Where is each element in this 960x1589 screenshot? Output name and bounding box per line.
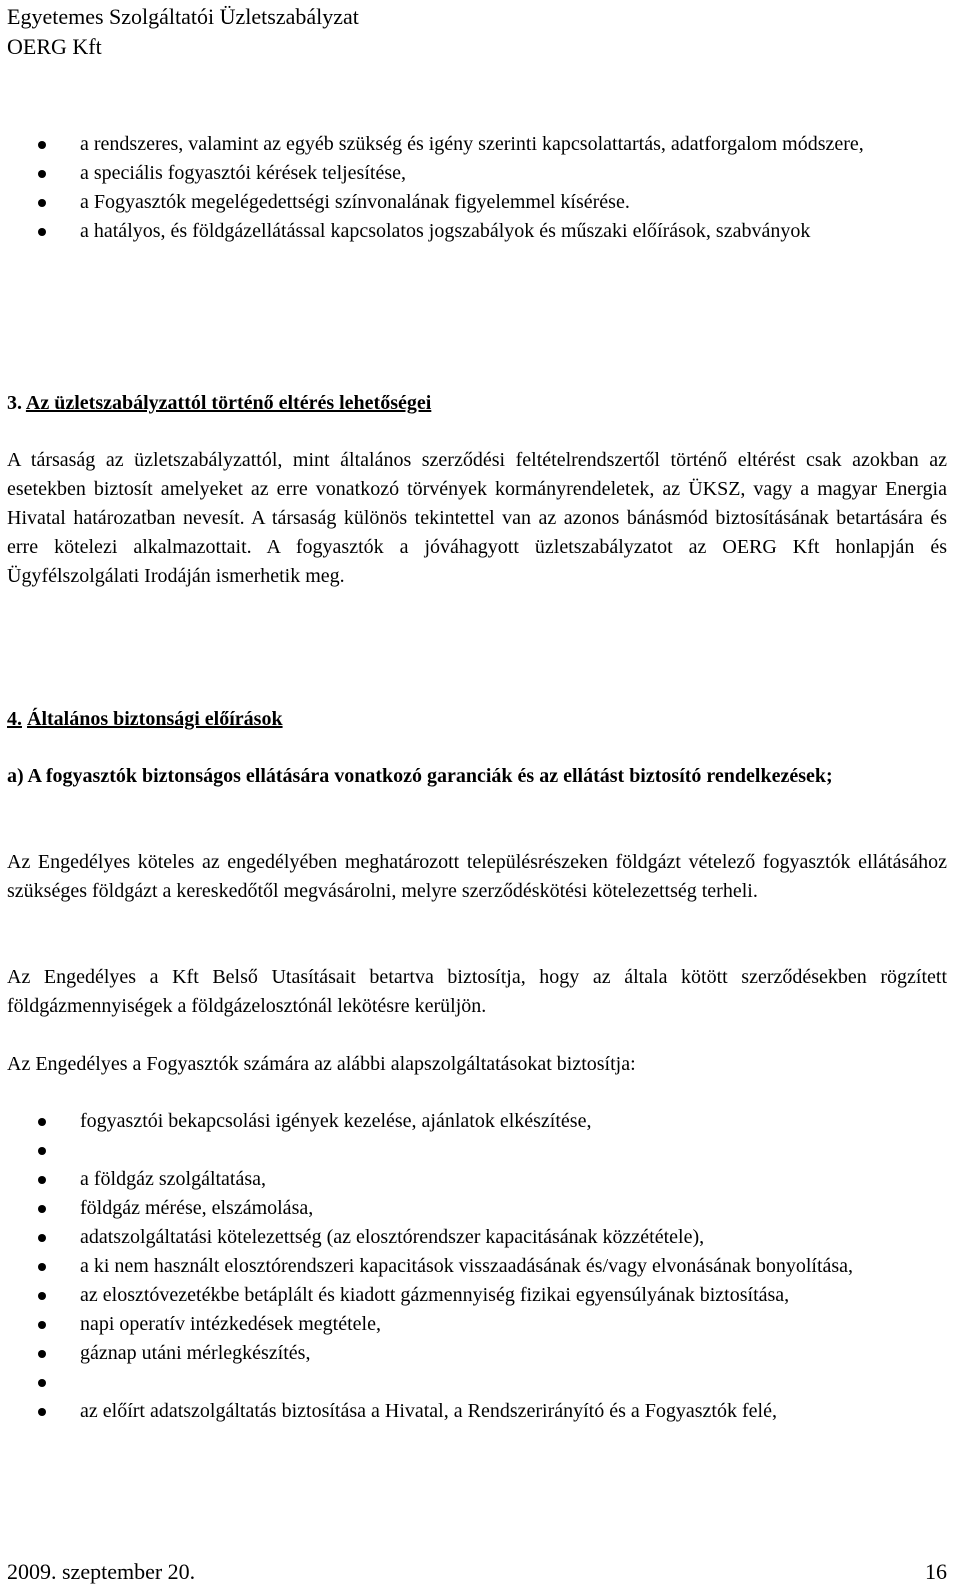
section-4-number: 4. xyxy=(7,708,22,730)
list-item: a rendszeres, valamint az egyéb szükség és igény szerinti kapcsolattartás, adatforgalom módszere, xyxy=(7,130,947,159)
section-3-number: 3. xyxy=(7,392,22,414)
list-item: a földgáz szolgáltatása, xyxy=(7,1165,947,1194)
section-4-paragraph-2: Az Engedélyes a Kft Belső Utasításait betartva biztosítja, hogy az általa kötött szerződésekben rögzített földgázmennyiségek a földgázelosztónál lekötésre kerüljön. xyxy=(7,966,947,1017)
list-item: gáznap utáni mérlegkészítés, xyxy=(7,1339,947,1368)
section-3-paragraph: A társaság az üzletszabályzattól, mint általános szerződési feltételrendszertől történő eltérést csak azokban az esetekben biztosít amelyeket az erre vonatkozó törvények kormányrendeletek, az ÜKSZ, vagy a magyar Energia Hivatal határozatban nevesít. A társaság különös tekintettel van az azonos bánásmód biztosításának betartására és erre kötelezi alkalmazottait. A fogyasztók a jóváhagyott üzletszabályzatot az OERG Kft honlapján és Ügyfélszolgálati Irodáján ismerhetik meg. xyxy=(7,449,947,587)
bullet-list-contacts xyxy=(7,130,947,246)
section-4-paragraph-3: Az Engedélyes a Fogyasztók számára az alábbi alapszolgáltatásokat biztosítja: xyxy=(7,1053,636,1075)
list-item: a Fogyasztók megelégedettségi színvonalának figyelemmel kísérése. xyxy=(7,188,947,217)
list-item: a ki nem használt elosztórendszeri kapacitások visszaadásának és/vagy elvonásának bonyolítása, xyxy=(7,1252,947,1281)
list-item: földgáz mérése, elszámolása, xyxy=(7,1194,947,1223)
document-header xyxy=(7,2,359,62)
header-title: Egyetemes Szolgáltatói Üzletszabályzat xyxy=(7,4,359,29)
header-company: OERG Kft xyxy=(7,34,102,59)
page-number: 16 xyxy=(925,1559,947,1584)
list-item: az elosztóvezetékbe betáplált és kiadott gázmennyiség fizikai egyensúlyának biztosítása, xyxy=(7,1281,947,1310)
list-item: a speciális fogyasztói kérések teljesítése, xyxy=(7,159,947,188)
list-item: a hatályos, és földgázellátással kapcsolatos jogszabályok és műszaki előírások, szabványok xyxy=(7,217,947,246)
section-4-paragraph-1: Az Engedélyes köteles az engedélyében meghatározott településrészeken földgázt vételező fogyasztók ellátásához szükséges földgázt a kereskedőtől megvásárolni, melyre szerződéskötési kötelezettség terheli. xyxy=(7,851,947,902)
section-3-title: Az üzletszabályzattól történő eltérés lehetőségei xyxy=(25,392,432,414)
list-item-empty xyxy=(7,1136,947,1165)
list-item: adatszolgáltatási kötelezettség (az elosztórendszer kapacitásának közzététele), xyxy=(7,1223,947,1252)
list-item: fogyasztói bekapcsolási igények kezelése, ajánlatok elkészítése, xyxy=(7,1107,947,1136)
section-4-title: Általános biztonsági előírások xyxy=(27,708,283,730)
list-item-empty xyxy=(7,1368,947,1397)
bullet-list-services xyxy=(7,1107,947,1426)
list-item: az előírt adatszolgáltatás biztosítása a Hivatal, a Rendszerirányító és a Fogyasztók felé, xyxy=(7,1397,947,1426)
list-item: napi operatív intézkedések megtétele, xyxy=(7,1310,947,1339)
section-4-subheading: a) A fogyasztók biztonságos ellátására vonatkozó garanciák és az ellátást biztosító rendelkezések; xyxy=(7,765,833,787)
section-4-heading xyxy=(7,705,283,734)
section-3-heading xyxy=(7,389,431,418)
footer-date: 2009. szeptember 20. xyxy=(7,1559,196,1584)
